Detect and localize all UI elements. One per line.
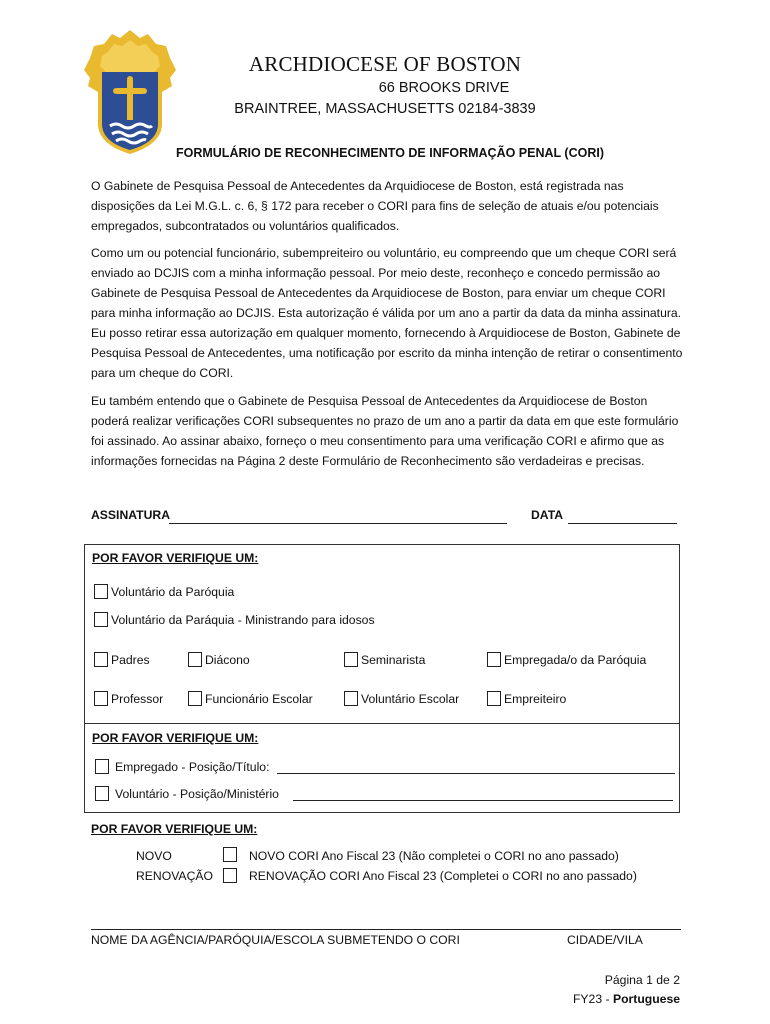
- date-label: DATA: [531, 508, 564, 522]
- option-label: Funcionário Escolar: [205, 691, 313, 706]
- option-label: Voluntário da Paráquia - Ministrando para idosos: [111, 612, 375, 627]
- checkbox[interactable]: [188, 691, 202, 706]
- option-priests[interactable]: [94, 652, 150, 667]
- address-line-1: 66 BROOKS DRIVE: [378, 80, 510, 96]
- option-label: Padres: [111, 652, 150, 667]
- option-deacon[interactable]: [188, 652, 250, 667]
- section-3-heading: POR FAVOR VERIFIQUE UM:: [91, 822, 258, 836]
- new-checkbox[interactable]: [223, 847, 237, 862]
- volunteer-ministry-field[interactable]: [293, 788, 673, 801]
- version-prefix: FY23 -: [572, 992, 613, 1006]
- employee-position-field[interactable]: [277, 761, 675, 774]
- option-label: Empregada/o da Paróquia: [504, 652, 647, 667]
- renewal-description: RENOVAÇÃO CORI Ano Fiscal 23 (Completei o CORI no ano passado): [249, 869, 637, 883]
- option-label: Empreiteiro: [504, 691, 567, 706]
- option-label: Voluntário Escolar: [361, 691, 460, 706]
- checkbox[interactable]: [94, 652, 108, 667]
- paragraph-3: Eu também entendo que o Gabinete de Pesquisa Pessoal de Antecedentes da Arquidiocese de Boston poderá realizar verificações CORI subsequentes no prazo de um ano a partir da data em que este formulário foi assinado. Ao assinar abaixo, forneço o meu consentimento para uma verificação CORI e afirmo que as informações fornecidas na Página 2 deste Formulário de Reconhecimento são verdadeiras e precisas.: [91, 394, 679, 468]
- organization-name: ARCHDIOCESE OF BOSTON: [248, 52, 522, 76]
- option-label: Professor: [111, 691, 164, 706]
- date-field[interactable]: [568, 523, 677, 524]
- section-2-heading: POR FAVOR VERIFIQUE UM:: [92, 731, 259, 745]
- checkbox[interactable]: [94, 691, 108, 706]
- option-parish-employee[interactable]: [487, 652, 646, 667]
- new-description: NOVO CORI Ano Fiscal 23 (Não completei o CORI no ano passado): [249, 849, 619, 863]
- language-label: Portuguese: [612, 992, 680, 1006]
- option-school-volunteer[interactable]: [344, 691, 459, 706]
- page-number: Página 1 de 2: [604, 973, 680, 987]
- renewal-checkbox[interactable]: [223, 868, 237, 883]
- agency-label: NOME DA AGÊNCIA/PARÓQUIA/ESCOLA SUBMETENDO O CORI: [91, 933, 460, 947]
- renewal-label: RENOVAÇÃO: [136, 869, 213, 883]
- option-parish-volunteer[interactable]: [94, 584, 234, 599]
- signature-label: ASSINATURA: [91, 508, 170, 522]
- checkbox[interactable]: [95, 759, 109, 774]
- option-teacher[interactable]: [94, 691, 163, 706]
- option-contractor[interactable]: [487, 691, 566, 706]
- option-label: Voluntário - Posição/Ministério: [115, 786, 279, 801]
- option-label: Seminarista: [361, 652, 426, 667]
- checkbox[interactable]: [94, 612, 108, 627]
- checkbox[interactable]: [487, 652, 501, 667]
- option-label: Diácono: [205, 652, 250, 667]
- option-parish-volunteer-elderly[interactable]: [94, 612, 375, 627]
- option-employee-position[interactable]: [95, 759, 269, 774]
- option-label: Voluntário da Paróquia: [111, 584, 235, 599]
- address-line-2: BRAINTREE, MASSACHUSETTS 02184-3839: [234, 101, 536, 117]
- checkbox[interactable]: [94, 584, 108, 599]
- signature-field[interactable]: [169, 523, 507, 524]
- checkbox[interactable]: [95, 786, 109, 801]
- checkbox[interactable]: [344, 652, 358, 667]
- checkbox[interactable]: [487, 691, 501, 706]
- paragraph-1: O Gabinete de Pesquisa Pessoal de Antecedentes da Arquidiocese de Boston, está registrada nas disposições da Lei M.G.L. c. 6, § 172 para receber o CORI para fins de seleção de atuais e/ou potenciais empregados, subcontratados ou voluntários qualificados.: [91, 179, 659, 233]
- checkbox[interactable]: [188, 652, 202, 667]
- option-school-employee[interactable]: [188, 691, 313, 706]
- paragraph-2: Como um ou potencial funcionário, subempreiteiro ou voluntário, eu compreendo que um cheque CORI será enviado ao DCJIS com a minha informação pessoal. Por meio deste, reconheço e concedo permissão ao Gabinete de Pesquisa Pessoal de Antecedentes da Arquidiocese de Boston, para enviar um cheque CORI para minha informação ao DCJIS. Esta autorização é válida por um ano a partir da data da minha assinatura. Eu posso retirar essa autorização em qualquer momento, fornecendo à Arquidiocese de Boston, Gabinete de Pesquisa Pessoal de Antecedentes, uma notificação por escrito da minha intenção de retirar o consentimento para um cheque do CORI.: [91, 246, 683, 380]
- city-label: CIDADE/VILA: [567, 933, 643, 947]
- option-label: Empregado - Posição/Título:: [115, 759, 270, 774]
- version-label: [573, 992, 680, 1006]
- option-seminarian[interactable]: [344, 652, 425, 667]
- checkbox[interactable]: [344, 691, 358, 706]
- form-title: FORMULÁRIO DE RECONHECIMENTO DE INFORMAÇÃO PENAL (CORI): [175, 146, 604, 160]
- option-volunteer-ministry[interactable]: [95, 786, 279, 801]
- agency-city-field[interactable]: [91, 929, 681, 930]
- section-1-heading: POR FAVOR VERIFIQUE UM:: [92, 551, 259, 565]
- new-label: NOVO: [136, 849, 172, 863]
